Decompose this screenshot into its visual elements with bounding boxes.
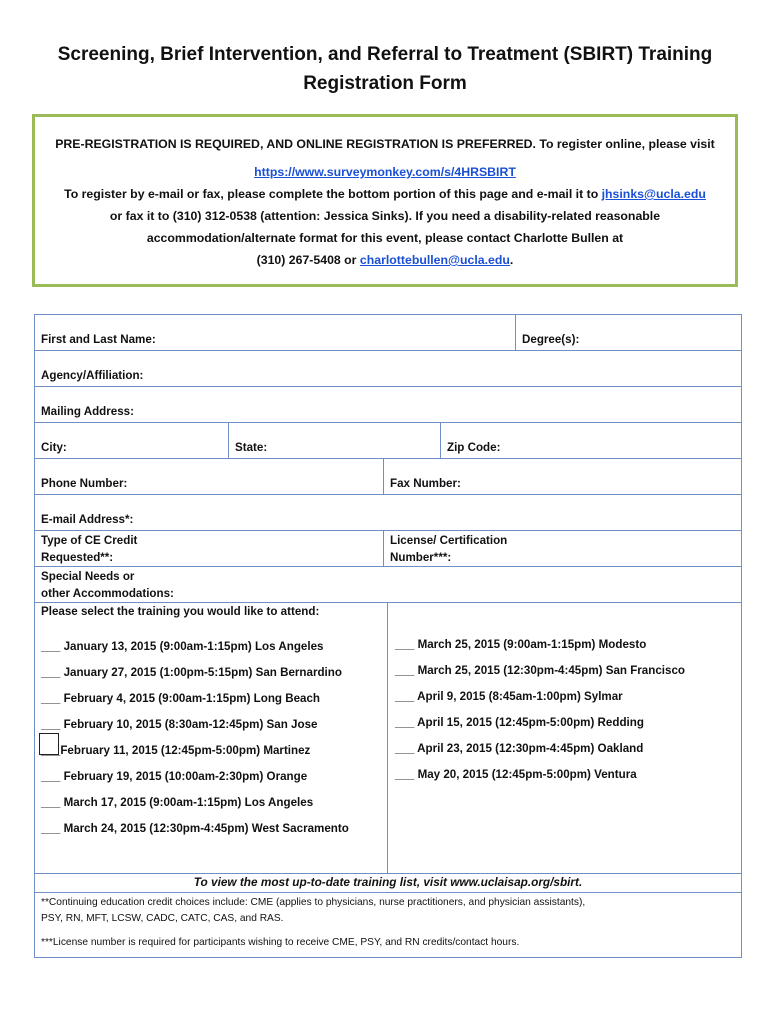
training-option[interactable]: ___ January 13, 2015 (9:00am-1:15pm) Los Angeles (41, 640, 324, 653)
training-option[interactable]: ___ April 15, 2015 (12:45pm-5:00pm) Redding (395, 716, 644, 729)
notice-line4: or fax it to (310) 312-0538 (attention: Jessica Sinks). If you need a disability-related reasonable (109, 209, 661, 223)
training-option[interactable]: ___ March 24, 2015 (12:30pm-4:45pm) West Sacramento (41, 822, 349, 835)
name-label: First and Last Name: (41, 333, 156, 346)
footnotes (41, 895, 731, 951)
mailing-address-label: Mailing Address: (41, 405, 134, 418)
form-title-line1: Screening, Brief Intervention, and Referral to Treatment (SBIRT) Training (57, 44, 713, 65)
degree-field[interactable] (515, 315, 741, 350)
notice-line3 (35, 183, 735, 205)
email-link-charlottebullen[interactable]: charlottebullen@ucla.edu (359, 253, 510, 267)
ce-footnote-line1: **Continuing education credit choices include: CME (applies to physicians, nurse practitioners, and physician assistants), (41, 897, 586, 908)
registration-form (34, 314, 742, 958)
form-title-line2: Registration Form (303, 73, 467, 94)
training-option[interactable]: ___ April 23, 2015 (12:30pm-4:45pm) Oakland (395, 742, 644, 755)
name-field[interactable] (35, 315, 515, 350)
training-option[interactable]: ___ March 25, 2015 (9:00am-1:15pm) Modesto (395, 638, 647, 651)
training-option[interactable]: ___ March 17, 2015 (9:00am-1:15pm) Los Angeles (41, 796, 314, 809)
agency-field[interactable] (35, 351, 741, 387)
training-option[interactable]: ___ February 19, 2015 (10:00am-2:30pm) Orange (41, 770, 308, 783)
training-option[interactable]: ___February 11, 2015 (12:45pm-5:00pm) Martinez (41, 744, 311, 757)
form-title (20, 40, 750, 98)
training-option[interactable]: ___ May 20, 2015 (12:45pm-5:00pm) Ventura (395, 768, 637, 781)
email-label: E-mail Address*: (41, 513, 134, 526)
license-footnote: ***License number is required for participants wishing to receive CME, PSY, and RN credits/contact hours. (41, 937, 520, 948)
agency-label: Agency/Affiliation: (41, 369, 144, 382)
phone-field[interactable] (35, 459, 383, 494)
email-field[interactable] (35, 495, 741, 531)
notice-line6-end: . (509, 253, 514, 267)
training-option[interactable]: ___ February 4, 2015 (9:00am-1:15pm) Long Beach (41, 692, 321, 705)
training-option[interactable]: ___ February 10, 2015 (8:30am-12:45pm) San Jose (41, 718, 318, 731)
special-needs-field[interactable] (35, 567, 741, 603)
training-list-link-text: To view the most up-to-date training list, visit www.uclaisap.org/sbirt. (35, 873, 741, 893)
fax-label: Fax Number: (390, 477, 461, 490)
row-city-state-zip (35, 423, 741, 459)
city-label: City: (41, 441, 67, 454)
notice-line3-text: To register by e-mail or fax, please complete the bottom portion of this page and e-mail it to (64, 187, 602, 201)
license-label-1: License/ Certification (390, 534, 508, 547)
phone-label: Phone Number: (41, 477, 128, 490)
martinez-checkbox[interactable] (39, 733, 59, 755)
training-column-divider (387, 603, 388, 873)
special-needs-label-1: Special Needs or (41, 570, 135, 583)
training-option[interactable]: ___ March 25, 2015 (12:30pm-4:45pm) San Francisco (395, 664, 685, 677)
special-needs-label-2: other Accommodations: (41, 587, 174, 600)
mailing-address-field[interactable] (35, 387, 741, 423)
ce-footnote-line2: PSY, RN, MFT, LCSW, CADC, CATC, CAS, and RAS. (41, 913, 284, 924)
license-field[interactable] (383, 531, 741, 566)
notice-line6-text: (310) 267-5408 or (256, 253, 360, 267)
state-field[interactable] (228, 423, 440, 458)
state-label: State: (235, 441, 268, 454)
training-option[interactable]: ___ January 27, 2015 (1:00pm-5:15pm) San Bernardino (41, 666, 342, 679)
zip-code-field[interactable] (440, 423, 741, 458)
training-selection (35, 603, 741, 874)
training-option[interactable]: ___ April 9, 2015 (8:45am-1:00pm) Sylmar (395, 690, 623, 703)
notice-line1: PRE-REGISTRATION IS REQUIRED, AND ONLINE REGISTRATION IS PREFERRED. To register online, please visit (55, 137, 715, 151)
row-phone-fax (35, 459, 741, 495)
license-label-2: Number***: (390, 551, 452, 564)
degree-label: Degree(s): (522, 333, 580, 346)
ce-credit-field[interactable] (35, 531, 383, 566)
ce-credit-label-2: Requested**: (41, 551, 114, 564)
city-field[interactable] (35, 423, 228, 458)
zip-code-label: Zip Code: (447, 441, 501, 454)
registration-notice (32, 114, 738, 287)
notice-line6 (35, 249, 735, 271)
fax-field[interactable] (383, 459, 741, 494)
row-name-degree (35, 315, 741, 351)
email-link-jhsinks[interactable]: jhsinks@ucla.edu (601, 187, 706, 201)
training-selection-header: Please select the training you would like to attend: (41, 605, 320, 618)
notice-line5: accommodation/alternate format for this event, please contact Charlotte Bullen at (146, 231, 624, 245)
ce-credit-label-1: Type of CE Credit (41, 534, 138, 547)
survey-link[interactable]: https://www.surveymonkey.com/s/4HRSBIRT (254, 165, 516, 179)
row-ce-license (35, 531, 741, 567)
